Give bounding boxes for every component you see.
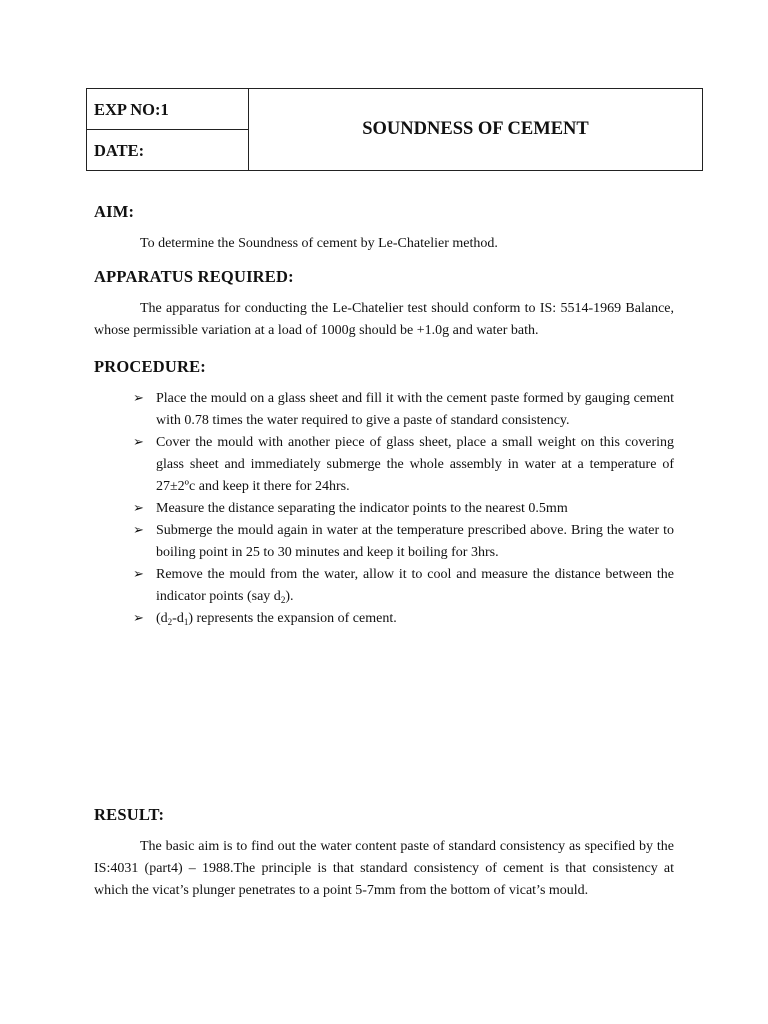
procedure-step: ➢ Place the mould on a glass sheet and fill it with the cement paste formed by gauging cement with 0.78 times the water required to give a paste of standard consistency. xyxy=(133,388,674,432)
procedure-step: ➢ Submerge the mould again in water at the temperature prescribed above. Bring the water to boiling point in 25 to 30 minutes and keep it boiling for 3hrs. xyxy=(133,520,674,564)
apparatus-text: The apparatus for conducting the Le-Chatelier test should conform to IS: 5514-1969 Balance, whose permissible variation at a load of 1000g should be +1.0g and water bath. xyxy=(94,301,674,338)
apparatus-heading: APPARATUS REQUIRED: xyxy=(94,267,294,286)
procedure-step: ➢ Cover the mould with another piece of glass sheet, place a small weight on this covering glass sheet and immediately submerge the whole assembly in water at a temperature of 27±2ºc and keep it there for 24hrs. xyxy=(133,432,674,498)
arrowhead-bullet-icon: ➢ xyxy=(133,435,144,450)
result-heading: RESULT: xyxy=(94,805,165,824)
arrowhead-bullet-icon: ➢ xyxy=(133,391,144,406)
procedure-list xyxy=(133,388,674,630)
result-text: The basic aim is to find out the water content paste of standard consistency as specified by the IS:4031 (part4) – 1988.The principle is that standard consistency of cement is that consistency at which the vicat’s plunger penetrates to a point 5-7mm from the bottom of vicat’s mould. xyxy=(94,839,674,898)
date-label: DATE: xyxy=(94,141,145,160)
procedure-heading: PROCEDURE: xyxy=(94,357,206,376)
header-left-column xyxy=(87,89,249,170)
date-cell xyxy=(87,130,248,171)
exp-no-label: EXP NO:1 xyxy=(94,100,169,119)
experiment-title: SOUNDNESS OF CEMENT xyxy=(362,119,589,139)
aim-heading: AIM: xyxy=(94,202,135,221)
exp-no-cell xyxy=(87,89,248,130)
arrowhead-bullet-icon: ➢ xyxy=(133,611,144,626)
arrowhead-bullet-icon: ➢ xyxy=(133,523,144,538)
arrowhead-bullet-icon: ➢ xyxy=(133,501,144,516)
procedure-step: ➢ Remove the mould from the water, allow it to cool and measure the distance between the indicator points (say $d_2$). xyxy=(133,564,674,608)
aim-text: To determine the Soundness of cement by Le-Chatelier method. xyxy=(140,236,498,251)
procedure-step: ➢ $(d_2-d_1)$ represents the expansion of cement. xyxy=(133,608,674,630)
arrowhead-bullet-icon: ➢ xyxy=(133,567,144,582)
header-table xyxy=(86,88,703,171)
procedure-step: ➢ Measure the distance separating the indicator points to the nearest 0.5mm xyxy=(133,498,674,520)
